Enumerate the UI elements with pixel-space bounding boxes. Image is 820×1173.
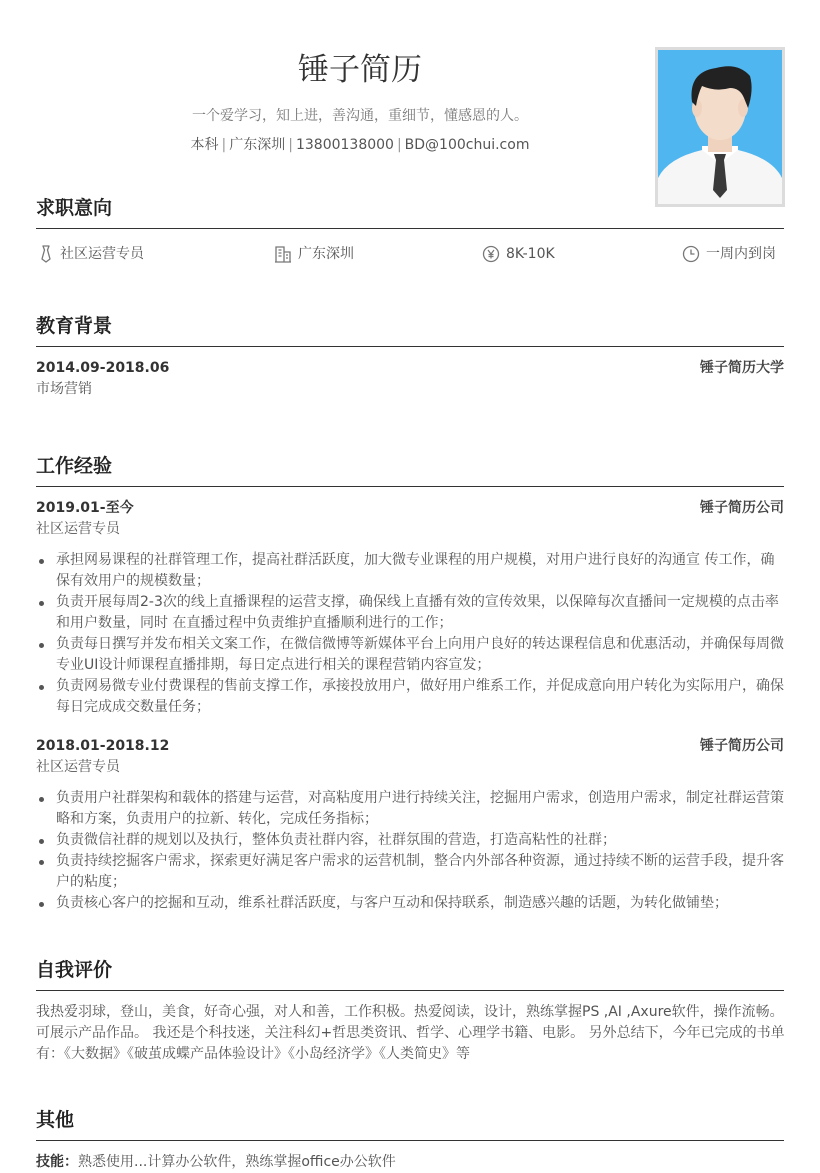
clock-icon xyxy=(682,245,700,263)
avatar xyxy=(655,47,785,207)
intent-position-label: 社区运营专员 xyxy=(60,246,144,262)
education-major: 市场营销 xyxy=(36,381,92,397)
work-company: 锤子简历公司 xyxy=(700,738,784,754)
list-item: 负责微信社群的规划以及执行，整体负责社群内容，社群氛围的营造，打造高粘性的社群； xyxy=(36,830,786,851)
section-divider xyxy=(36,1140,784,1141)
section-title-self: 自我评价 xyxy=(36,959,113,981)
work-title: 社区运营专员 xyxy=(36,759,120,775)
resume-name: 锤子简历 xyxy=(298,52,422,88)
intent-availability xyxy=(682,244,776,264)
list-item: 负责持续挖掘客户需求，探索更好满足客户需求的运营机制，整合内外部各种资源，通过持续不断的运营手段，提升客户的粘度； xyxy=(36,851,786,893)
other-skills xyxy=(36,1152,786,1173)
intent-position xyxy=(38,244,144,264)
section-divider xyxy=(36,486,784,487)
intent-availability-label: 一周内到岗 xyxy=(706,246,776,262)
yen-icon xyxy=(482,245,500,263)
section-divider xyxy=(36,990,784,991)
section-title-work: 工作经验 xyxy=(36,455,113,477)
skills-label: 技能： xyxy=(36,1154,78,1170)
education-date: 2014.09-2018.06 xyxy=(36,360,170,376)
degree: 本科 xyxy=(190,137,219,153)
separator: | xyxy=(396,137,402,153)
intent-salary-label: 8K-10K xyxy=(506,246,555,262)
building-icon xyxy=(274,245,292,263)
list-item: 负责核心客户的挖掘和互动，维系社群活跃度，与客户互动和保持联系，制造感兴趣的话题，为转化做铺垫； xyxy=(36,893,786,914)
intent-city xyxy=(274,244,354,264)
section-title-other: 其他 xyxy=(36,1109,75,1131)
section-title-intent: 求职意向 xyxy=(36,197,113,219)
work-bullets xyxy=(36,788,786,914)
education-school: 锤子简历大学 xyxy=(700,360,784,376)
work-date: 2019.01-至今 xyxy=(36,500,134,516)
list-item: 承担网易课程的社群管理工作，提高社群活跃度，加大微专业课程的用户规模，对用户进行良好的沟通宣 传工作，确保有效用户的规模数量； xyxy=(36,550,786,592)
tie-icon xyxy=(38,245,54,263)
intent-city-label: 广东深圳 xyxy=(298,246,354,262)
self-evaluation-text: 我热爱羽球，登山，美食，好奇心强，对人和善，工作积极。热爱阅读，设计，熟练掌握PS ,AI ,Axure软件，操作流畅。可展示产品作品。 我还是个科技迷，关注科幻+哲思类资讯、哲学、心理学书籍、电影。 另外总结下，今年已完成的书单有：《大数据》《破茧成蝶产品体验设计》《小岛经济学》《人类简史》等 xyxy=(36,1004,785,1062)
list-item: 负责开展每周2-3次的线上直播课程的运营支撑，确保线上直播有效的宣传效果，以保障每次直播间一定规模的点击率和用户数量，同时 在直播过程中负责维护直播顺利进行的工作； xyxy=(36,592,786,634)
contact-line xyxy=(100,135,620,155)
tagline: 一个爱学习，知上进，善沟通，重细节，懂感恩的人。 xyxy=(192,108,528,124)
phone: 13800138000 xyxy=(295,137,394,153)
section-divider xyxy=(36,228,784,229)
list-item: 负责网易微专业付费课程的售前支撑工作，承接投放用户，做好用户维系工作，并促成意向用户转化为实际用户，确保每日完成成交数量任务； xyxy=(36,676,786,718)
intent-salary xyxy=(482,244,555,264)
work-title: 社区运营专员 xyxy=(36,521,120,537)
separator: | xyxy=(288,137,293,153)
section-title-education: 教育背景 xyxy=(36,315,113,337)
work-company: 锤子简历公司 xyxy=(700,500,784,516)
skills-text: 熟悉使用...计算办公软件，熟练掌握office办公软件 xyxy=(78,1154,396,1170)
email: BD@100chui.com xyxy=(404,137,530,153)
work-bullets xyxy=(36,550,786,718)
location: 广东深圳 xyxy=(229,137,286,153)
list-item: 负责用户社群架构和载体的搭建与运营，对高粘度用户进行持续关注，挖掘用户需求，创造用户需求，制定社群运营策略和方案，负责用户的拉新、转化，完成任务指标； xyxy=(36,788,786,830)
separator: | xyxy=(221,137,227,153)
work-date: 2018.01-2018.12 xyxy=(36,738,170,754)
section-divider xyxy=(36,346,784,347)
list-item: 负责每日撰写并发布相关文案工作，在微信微博等新媒体平台上向用户良好的转达课程信息和优惠活动，并确保每周微专业UI设计师课程直播排期，每日定点进行相关的课程营销内容宣发； xyxy=(36,634,786,676)
